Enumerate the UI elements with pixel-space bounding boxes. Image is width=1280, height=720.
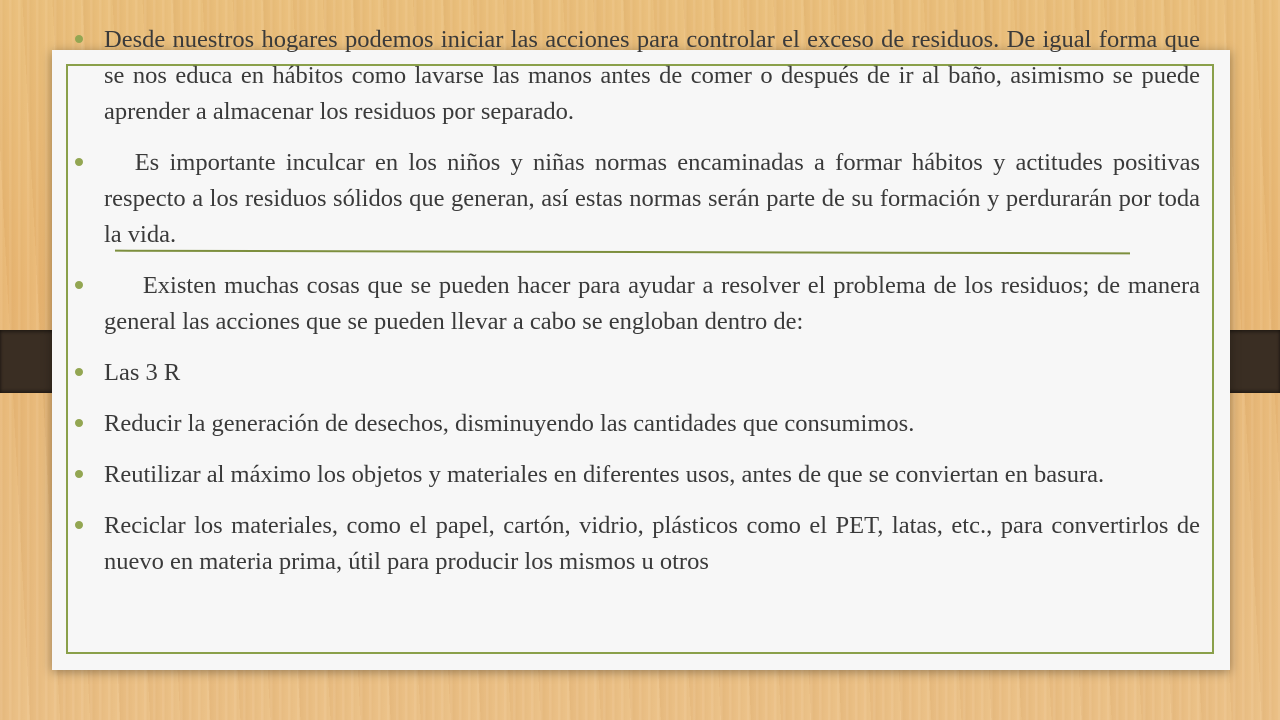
bullet-list [75,22,1207,595]
bullet-item [75,145,1207,253]
bullet-dot-icon [75,368,83,376]
bullet-item [75,457,1200,493]
bullet-text: Reutilizar al máximo los objetos y materiales en diferentes usos, antes de que se conviertan en basura. [104,461,1105,488]
bullet-item [75,406,1200,442]
bullet-text: Desde nuestros hogares podemos iniciar las acciones para controlar el exceso de residuos. De igual forma que se nos educa en hábitos como lavarse las manos antes de comer o después de ir al baño, asimismo se puede aprender a almacenar los residuos por separado. [104,26,1207,125]
bullet-dot-icon [75,35,83,43]
bullet-item [75,268,1207,340]
bullet-dot-icon [75,521,83,529]
bullet-text: Es importante inculcar en los niños y niñas normas encaminadas a formar hábitos y actitudes positivas respecto a los residuos sólidos que generan, así estas normas serán parte de su formación y perdurarán por toda la vida. [104,149,1207,248]
bullet-dot-icon [75,281,83,289]
bullet-item [75,508,1207,580]
bullet-text: Reciclar los materiales, como el papel, cartón, vidrio, plásticos como el PET, latas, etc., para convertirlos de nuevo en materia prima, útil para producir los mismos u otros [104,512,1207,575]
wood-band-left [0,330,60,393]
bullet-dot-icon [75,419,83,427]
bullet-dot-icon [75,470,83,478]
bullet-text: Existen muchas cosas que se pueden hacer para ayudar a resolver el problema de los residuos; de manera general las acciones que se pueden llevar a cabo se engloban dentro de: [104,272,1207,335]
bullet-text: Las 3 R [104,359,181,386]
bullet-dot-icon [75,158,83,166]
bullet-item [75,22,1207,130]
bullet-text: Reducir la generación de desechos, disminuyendo las cantidades que consumimos. [104,410,915,437]
bullet-item [75,355,1200,391]
